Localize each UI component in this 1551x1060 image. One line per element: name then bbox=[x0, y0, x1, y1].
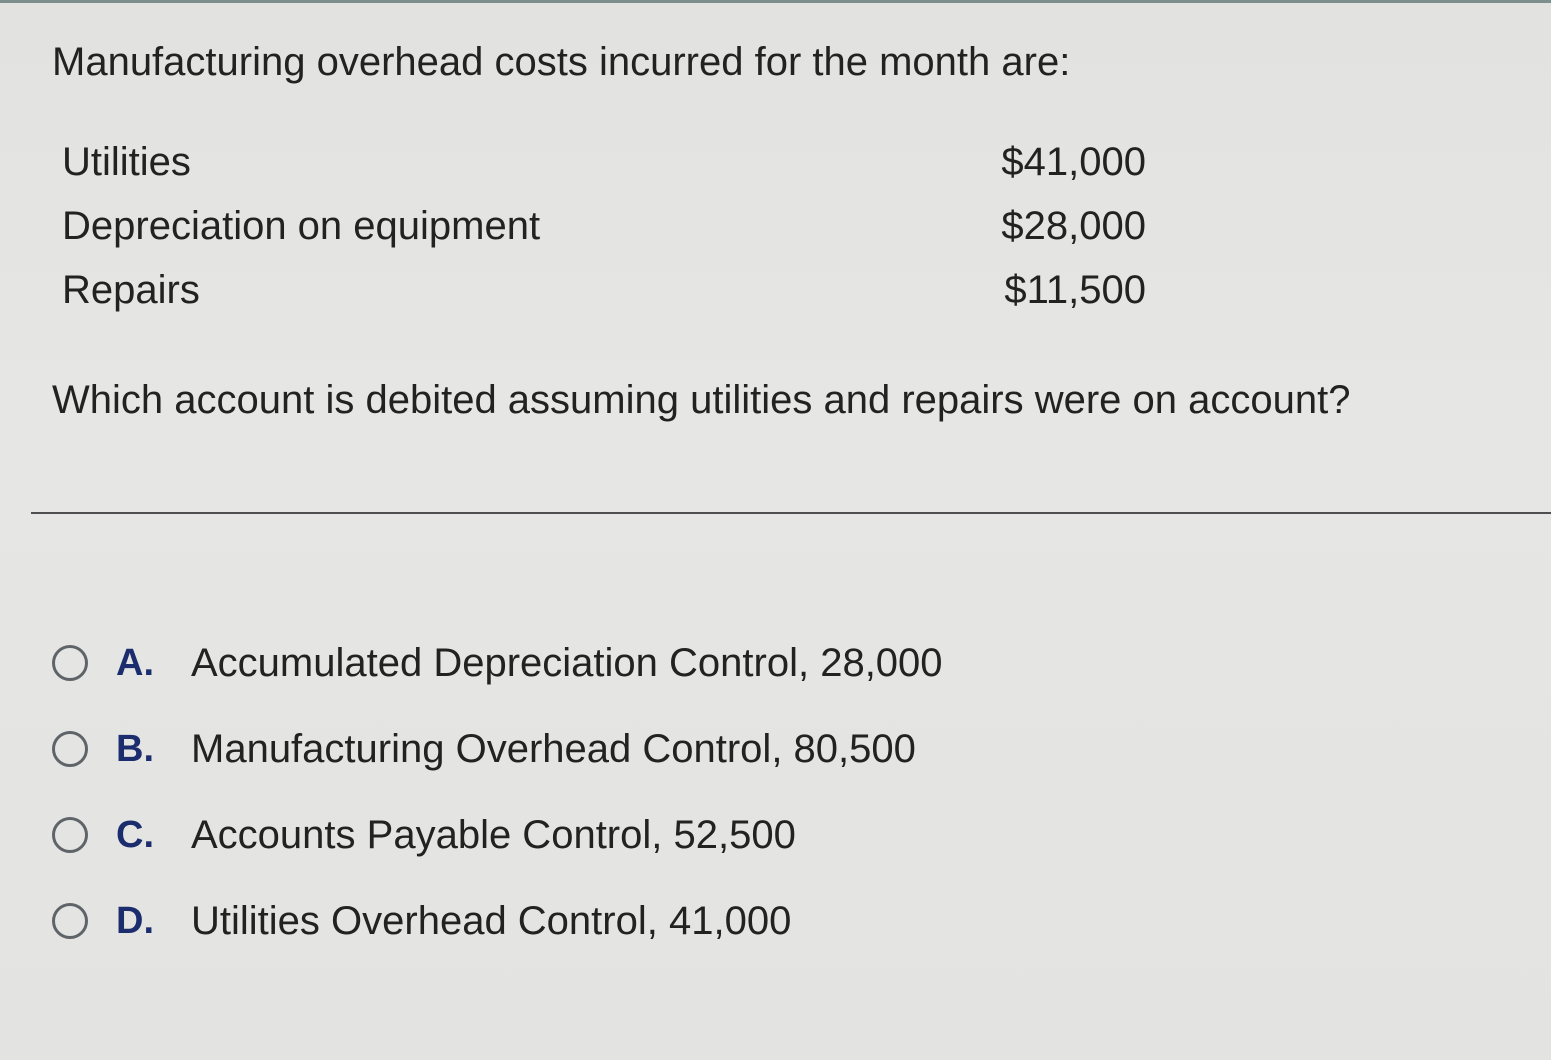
option-text: Accounts Payable Control, 52,500 bbox=[191, 812, 796, 857]
table-row bbox=[62, 130, 1146, 194]
option-text: Accumulated Depreciation Control, 28,000 bbox=[191, 640, 943, 685]
intro-text: Manufacturing overhead costs incurred for the month are: bbox=[52, 40, 1071, 84]
answer-options bbox=[52, 620, 943, 964]
option-letter: D. bbox=[116, 899, 154, 942]
option-c[interactable] bbox=[52, 792, 943, 878]
option-text: Utilities Overhead Control, 41,000 bbox=[191, 898, 792, 943]
cost-amount: $41,000 bbox=[1001, 140, 1146, 184]
option-letter: A. bbox=[116, 641, 154, 684]
cost-amount: $11,500 bbox=[1004, 268, 1146, 312]
divider bbox=[31, 512, 1551, 514]
table-row bbox=[62, 194, 1146, 258]
cost-label: Utilities bbox=[62, 140, 191, 184]
option-letter: B. bbox=[116, 727, 154, 770]
question-text: Which account is debited assuming utilities and repairs were on account? bbox=[52, 378, 1351, 422]
option-a[interactable] bbox=[52, 620, 943, 706]
table-row bbox=[62, 258, 1146, 322]
cost-label: Repairs bbox=[62, 268, 200, 312]
cost-amount: $28,000 bbox=[1001, 204, 1146, 248]
radio-button-d[interactable] bbox=[52, 903, 88, 939]
cost-label: Depreciation on equipment bbox=[62, 204, 541, 248]
radio-button-c[interactable] bbox=[52, 817, 88, 853]
radio-button-a[interactable] bbox=[52, 645, 88, 681]
overhead-cost-table bbox=[62, 130, 1146, 322]
option-letter: C. bbox=[116, 813, 154, 856]
option-b[interactable] bbox=[52, 706, 943, 792]
option-d[interactable] bbox=[52, 878, 943, 964]
radio-button-b[interactable] bbox=[52, 731, 88, 767]
option-text: Manufacturing Overhead Control, 80,500 bbox=[191, 726, 916, 771]
top-edge bbox=[0, 0, 1551, 3]
